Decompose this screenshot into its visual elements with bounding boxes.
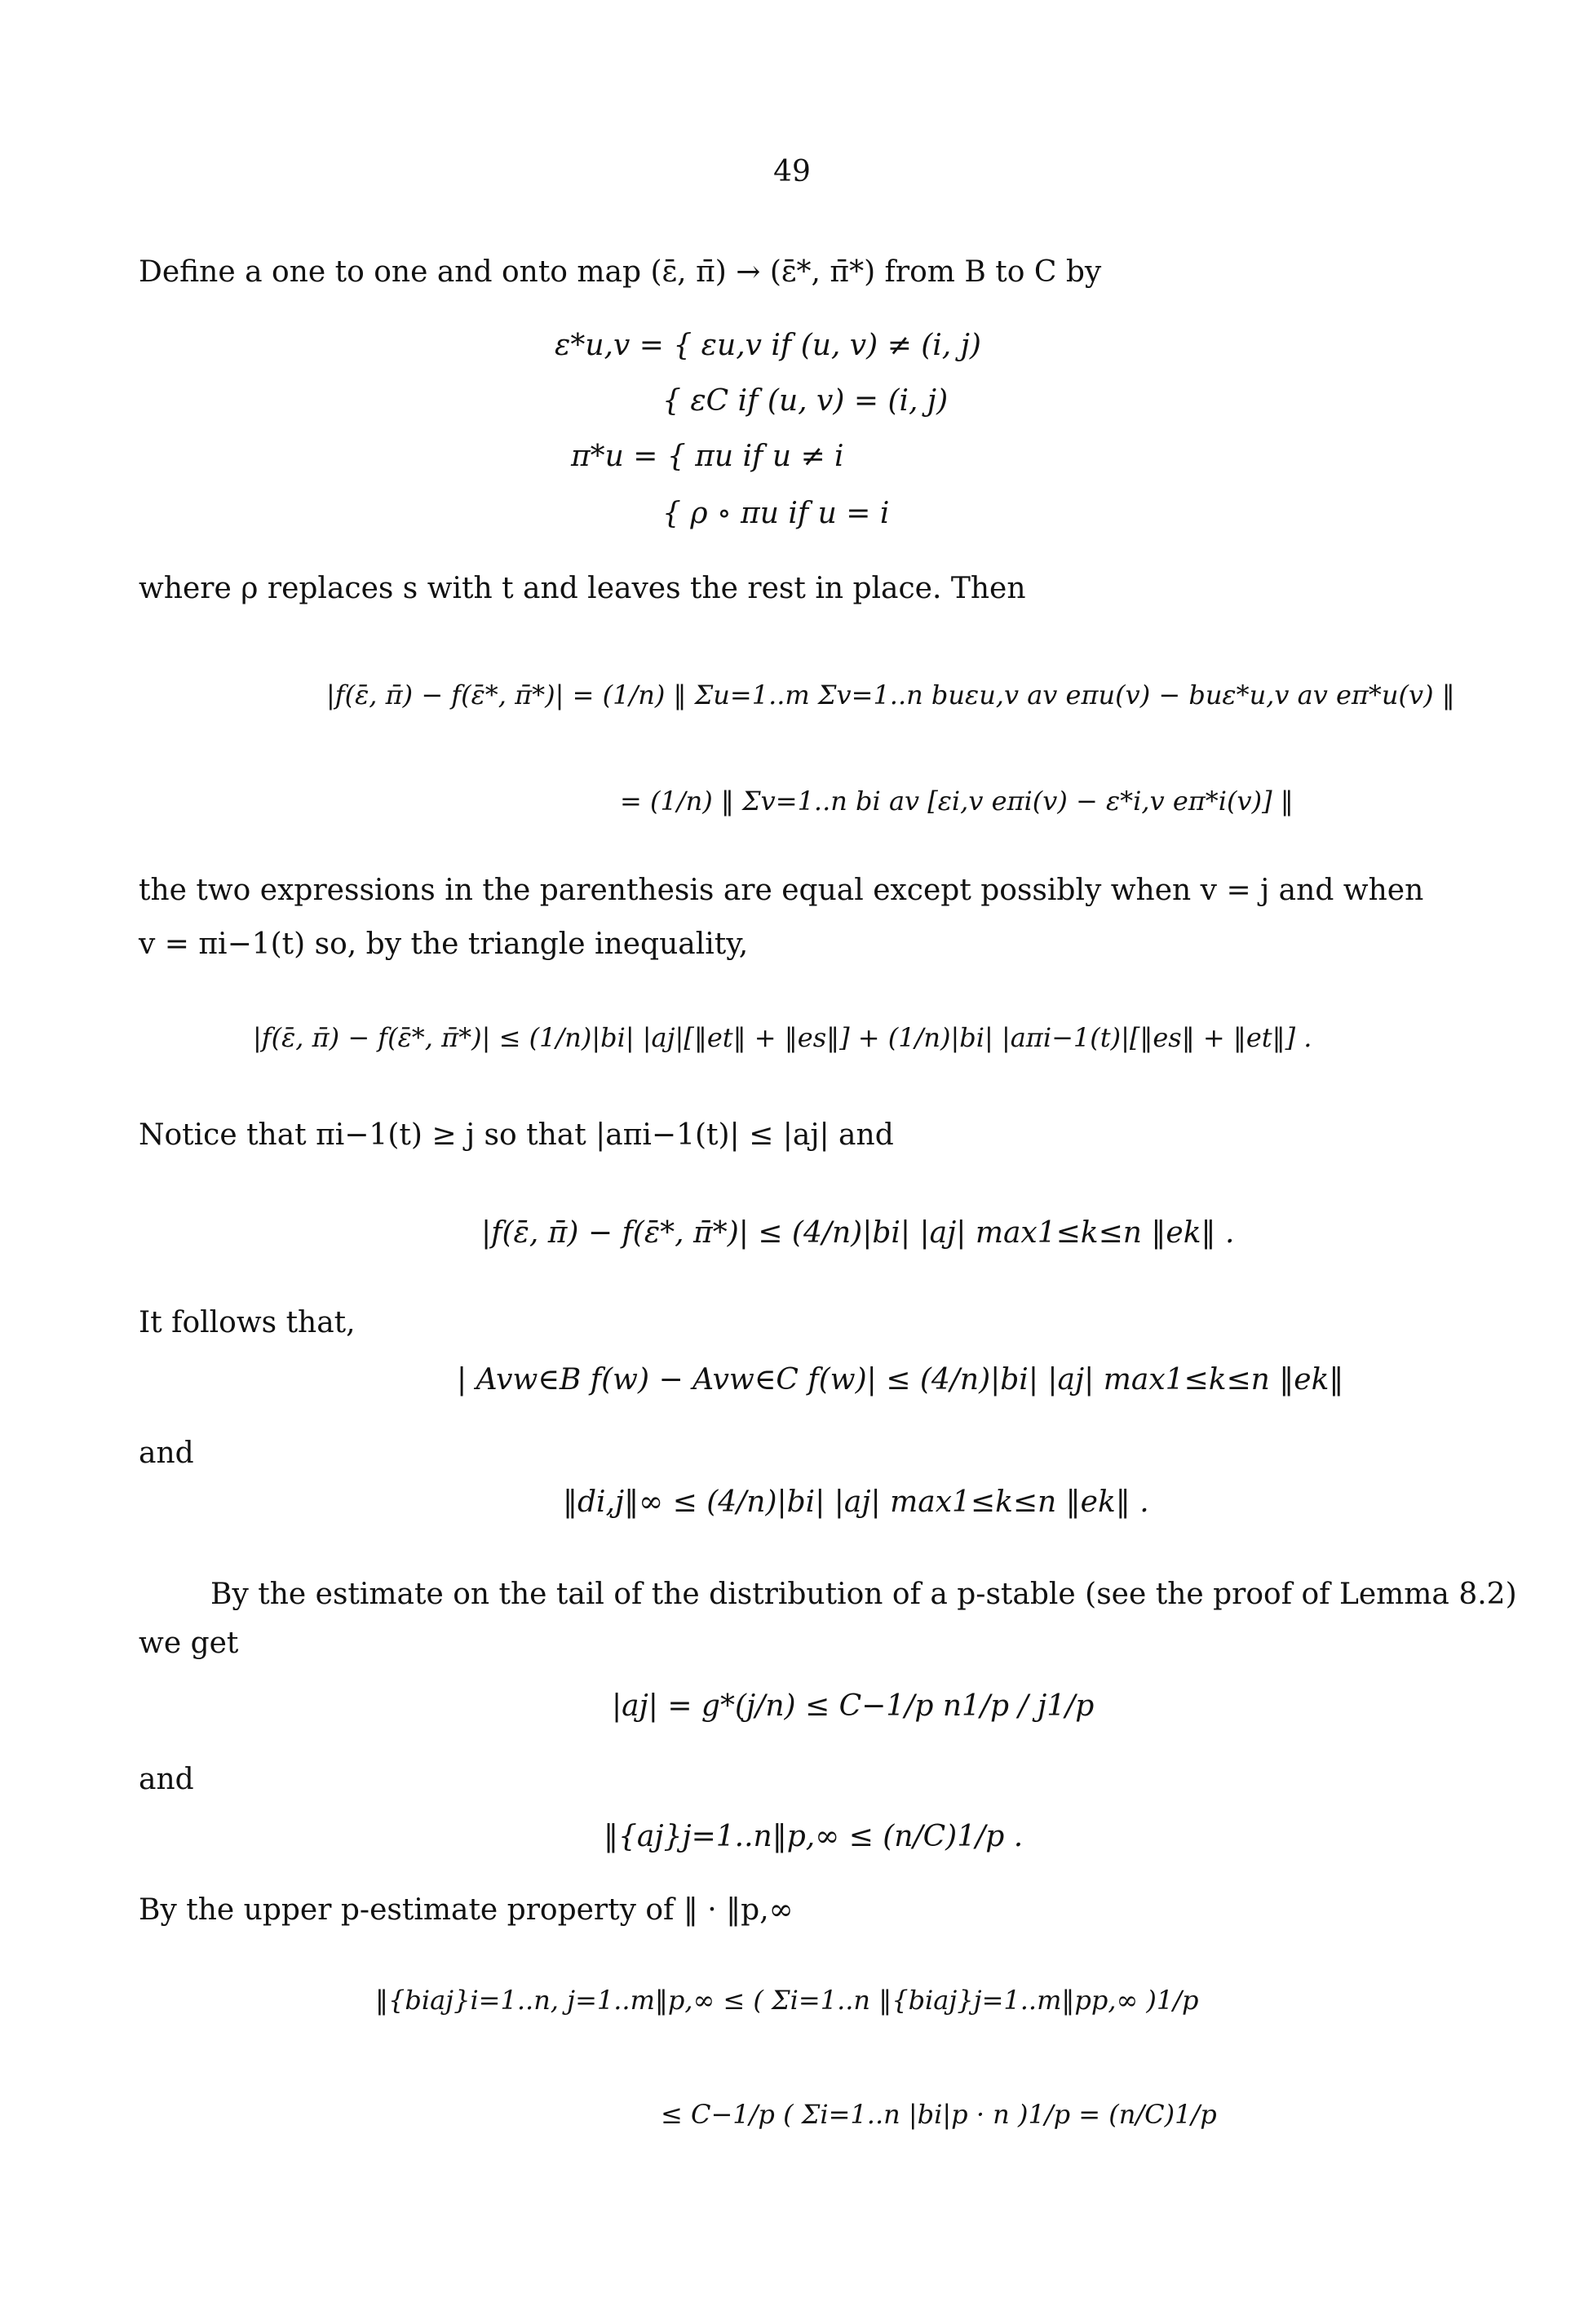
equation-upper-estimate-2: ≤ C−1/p ( Σi=1..n |bi|p · n )1/p = (n/C)1/p — [661, 2099, 1217, 2130]
text-line-notice-that: Notice that πi−1(t) ≥ j so that |aπi−1(t)| ≤ |aj| and — [139, 1118, 894, 1152]
text-line-tail-estimate: By the estimate on the tail of the distribution of a p-stable (see the proof of Lemma 8.2) — [210, 1578, 1517, 1611]
equation-triangle-bound: |f(ε̄, π̄) − f(ε̄*, π̄*)| ≤ (1/n)|bi| |aj|[‖et‖ + ‖es‖] + (1/n)|bi| |aπi−1(t)|[‖es‖ + ‖et‖] . — [253, 1022, 1312, 1053]
equation-aj-weak-norm: ‖{aj}j=1..n‖p,∞ ≤ (n/C)1/p . — [604, 1820, 1024, 1853]
equation-four-over-n-bound: |f(ε̄, π̄) − f(ε̄*, π̄*)| ≤ (4/n)|bi| |aj| max1≤k≤n ‖ek‖ . — [481, 1216, 1235, 1250]
text-line-and-1: and — [139, 1436, 194, 1470]
equation-d-ij-infinity-norm: ‖di,j‖∞ ≤ (4/n)|bi| |aj| max1≤k≤n ‖ek‖ . — [563, 1485, 1149, 1519]
text-line-define-map: Define a one to one and onto map (ε̄, π̄) → (ε̄*, π̄*) from B to C by — [139, 255, 1102, 289]
text-line-rho-replaces: where ρ replaces s with t and leaves the rest in place. Then — [139, 572, 1026, 605]
equation-pi-star-case1: π*u = { πu if u ≠ i — [571, 440, 844, 473]
text-line-and-2: and — [139, 1763, 194, 1796]
text-line-we-get: we get — [139, 1627, 239, 1660]
page-number: 49 — [773, 155, 811, 188]
equation-difference-reduced: = (1/n) ‖ Σv=1..n bi av [εi,v eπi(v) − ε*i,v eπ*i(v)] ‖ — [620, 786, 1294, 817]
equation-epsilon-star-case1: ε*u,v = { εu,v if (u, v) ≠ (i, j) — [555, 329, 981, 362]
text-line-two-expressions: the two expressions in the parenthesis are equal except possibly when v = j and when — [139, 874, 1424, 907]
equation-difference-sum: |f(ε̄, π̄) − f(ε̄*, π̄*)| = (1/n) ‖ Σu=1..m Σv=1..n buεu,v av eπu(v) − buε*u,v av eπ*u(v) ‖ — [326, 679, 1455, 710]
text-line-it-follows: It follows that, — [139, 1306, 356, 1339]
equation-average-difference: | Avw∈B f(w) − Avw∈C f(w)| ≤ (4/n)|bi| |aj| max1≤k≤n ‖ek‖ — [457, 1363, 1344, 1397]
equation-pi-star-case2: { ρ ∘ πu if u = i — [662, 497, 890, 530]
equation-aj-bound: |aj| = g*(j/n) ≤ C−1/p n1/p / j1/p — [612, 1689, 1095, 1723]
equation-epsilon-star-case2: { εC if (u, v) = (i, j) — [662, 384, 949, 418]
text-line-triangle-inequality: v = πi−1(t) so, by the triangle inequality, — [139, 927, 749, 961]
text-line-upper-p-estimate: By the upper p-estimate property of ‖ · ‖p,∞ — [139, 1893, 794, 1927]
equation-upper-estimate-1: ‖{biaj}i=1..n, j=1..m‖p,∞ ≤ ( Σi=1..n ‖{biaj}j=1..m‖pp,∞ )1/p — [375, 1985, 1199, 2016]
